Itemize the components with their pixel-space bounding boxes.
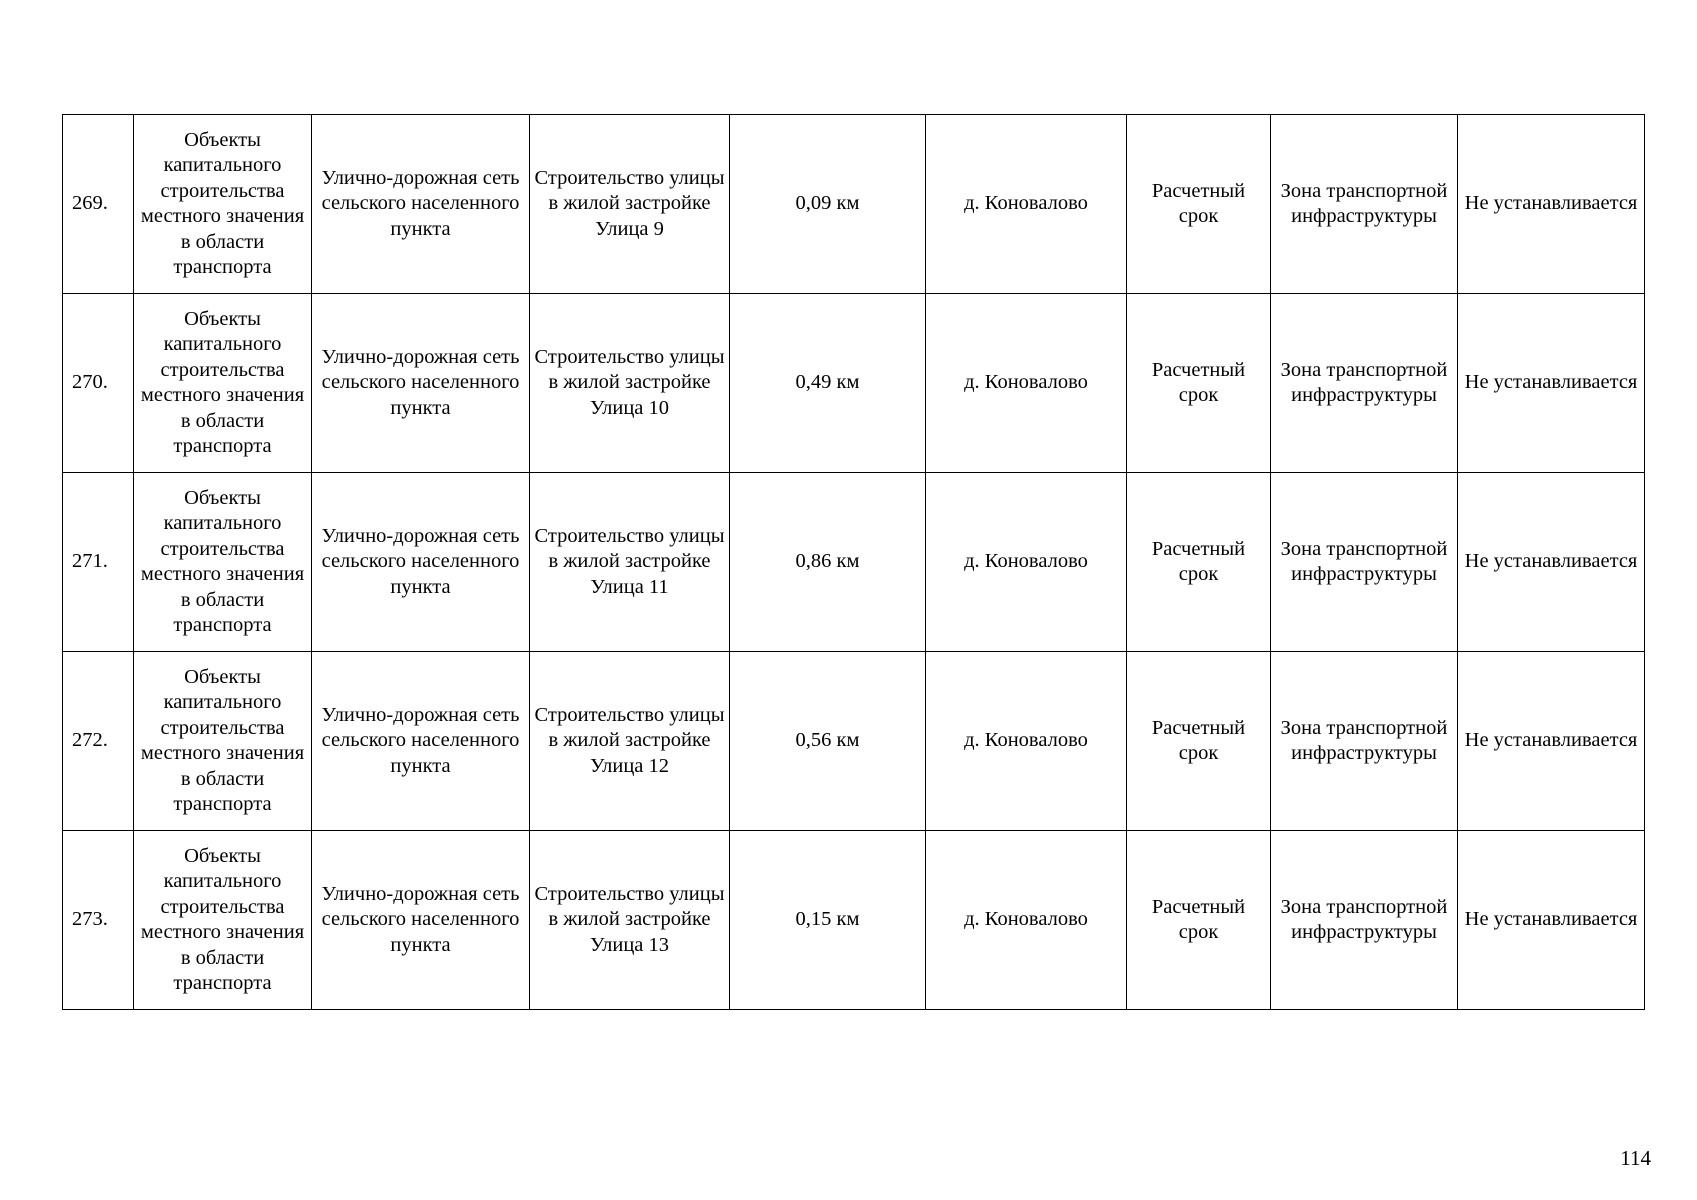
cell-description: Строительство улицы в жилой застройке Улица 9: [530, 115, 730, 294]
cell-category: Объекты капитального строительства местного значения в области транспорта: [134, 831, 312, 1010]
cell-length: 0,15 км: [730, 831, 926, 1010]
cell-term: Расчетный срок: [1127, 115, 1271, 294]
cell-location: д. Коновалово: [926, 473, 1127, 652]
cell-restriction: Не устанавливается: [1458, 473, 1645, 652]
page-number: 114: [1620, 1146, 1651, 1170]
cell-location: д. Коновалово: [926, 294, 1127, 473]
cell-length: 0,49 км: [730, 294, 926, 473]
cell-description: Строительство улицы в жилой застройке Улица 10: [530, 294, 730, 473]
cell-number: 270.: [63, 294, 134, 473]
cell-description: Строительство улицы в жилой застройке Улица 11: [530, 473, 730, 652]
cell-restriction: Не устанавливается: [1458, 831, 1645, 1010]
cell-restriction: Не устанавливается: [1458, 294, 1645, 473]
cell-category: Объекты капитального строительства местного значения в области транспорта: [134, 473, 312, 652]
cell-location: д. Коновалово: [926, 652, 1127, 831]
cell-location: д. Коновалово: [926, 115, 1127, 294]
table-row: [63, 115, 1645, 294]
cell-type: Улично-дорожная сеть сельского населенного пункта: [312, 652, 530, 831]
cell-number: 269.: [63, 115, 134, 294]
planned-objects-table: [62, 114, 1645, 1010]
cell-restriction: Не устанавливается: [1458, 652, 1645, 831]
table-row: [63, 831, 1645, 1010]
table-row: [63, 294, 1645, 473]
cell-term: Расчетный срок: [1127, 473, 1271, 652]
cell-description: Строительство улицы в жилой застройке Улица 13: [530, 831, 730, 1010]
cell-description: Строительство улицы в жилой застройке Улица 12: [530, 652, 730, 831]
cell-restriction: Не устанавливается: [1458, 115, 1645, 294]
cell-type: Улично-дорожная сеть сельского населенного пункта: [312, 831, 530, 1010]
cell-type: Улично-дорожная сеть сельского населенного пункта: [312, 473, 530, 652]
cell-length: 0,56 км: [730, 652, 926, 831]
cell-zone: Зона транспортной инфраструктуры: [1271, 294, 1458, 473]
cell-number: 272.: [63, 652, 134, 831]
cell-location: д. Коновалово: [926, 831, 1127, 1010]
cell-zone: Зона транспортной инфраструктуры: [1271, 473, 1458, 652]
cell-type: Улично-дорожная сеть сельского населенного пункта: [312, 115, 530, 294]
cell-term: Расчетный срок: [1127, 294, 1271, 473]
cell-type: Улично-дорожная сеть сельского населенного пункта: [312, 294, 530, 473]
cell-category: Объекты капитального строительства местного значения в области транспорта: [134, 652, 312, 831]
table-row: [63, 652, 1645, 831]
table-row: [63, 473, 1645, 652]
cell-number: 273.: [63, 831, 134, 1010]
cell-term: Расчетный срок: [1127, 652, 1271, 831]
cell-number: 271.: [63, 473, 134, 652]
cell-length: 0,09 км: [730, 115, 926, 294]
cell-category: Объекты капитального строительства местного значения в области транспорта: [134, 115, 312, 294]
cell-term: Расчетный срок: [1127, 831, 1271, 1010]
cell-length: 0,86 км: [730, 473, 926, 652]
cell-zone: Зона транспортной инфраструктуры: [1271, 831, 1458, 1010]
cell-category: Объекты капитального строительства местного значения в области транспорта: [134, 294, 312, 473]
cell-zone: Зона транспортной инфраструктуры: [1271, 652, 1458, 831]
cell-zone: Зона транспортной инфраструктуры: [1271, 115, 1458, 294]
